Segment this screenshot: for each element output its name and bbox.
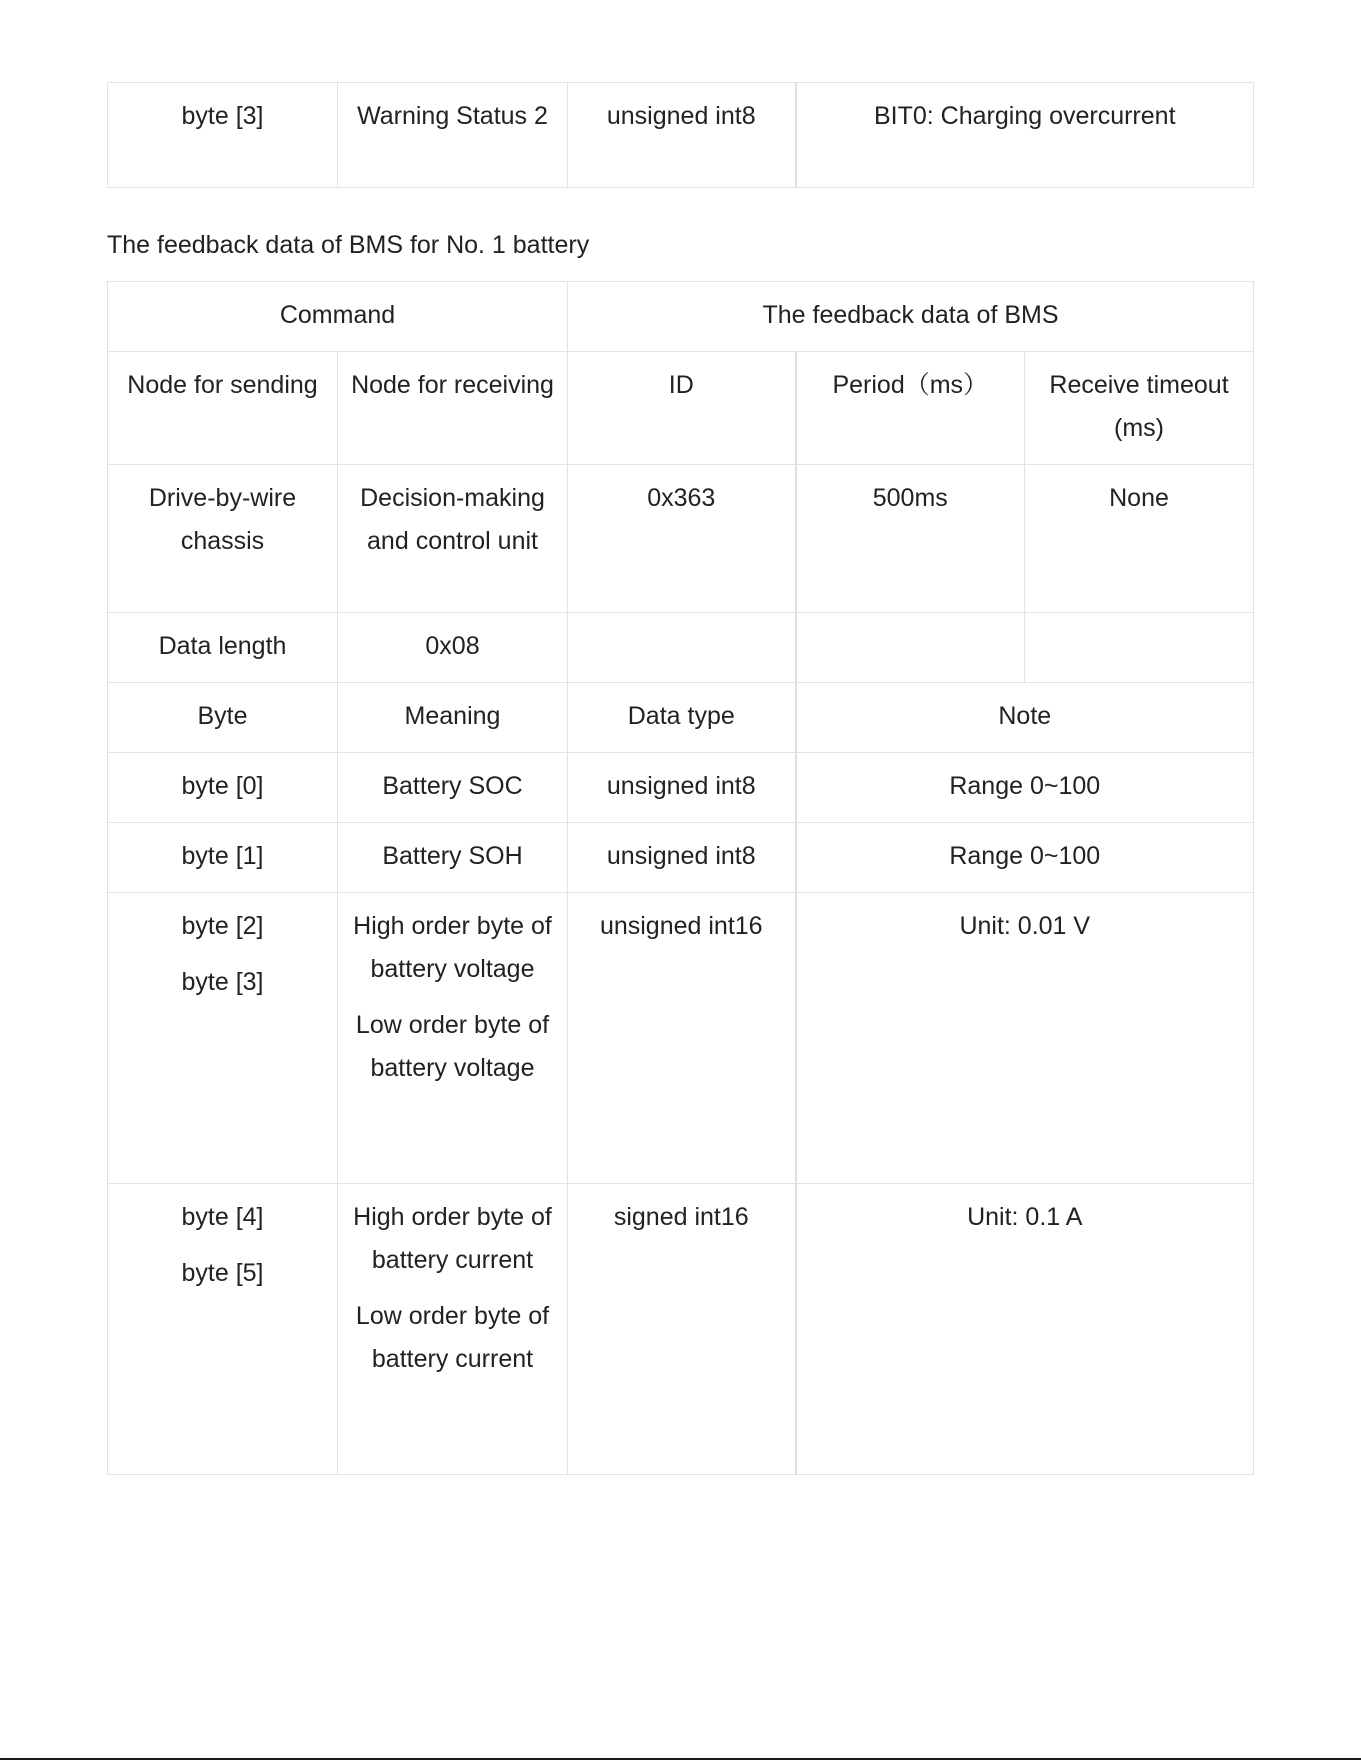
meaning-text: High order byte of battery voltage (353, 912, 552, 983)
data-length-label: Data length (108, 613, 338, 683)
meaning-header: Meaning (338, 683, 568, 753)
byte-label: byte [4] (181, 1203, 264, 1231)
data-length-value: 0x08 (338, 613, 568, 683)
sending-node-value: Drive-by-wire chassis (108, 465, 338, 613)
byte-label: byte [3] (181, 968, 264, 996)
header-row (108, 352, 1254, 465)
data-length-row (108, 613, 1254, 683)
meaning-cell: Battery SOH (338, 823, 568, 893)
empty-cell (568, 613, 796, 683)
period-value: 500ms (796, 465, 1025, 613)
byte-label: byte [5] (181, 1259, 264, 1287)
meaning-cell (338, 893, 568, 1184)
meaning-cell (338, 1184, 568, 1475)
byte-cell: byte [0] (108, 753, 338, 823)
empty-cell (1025, 613, 1254, 683)
bms-feedback-table (107, 281, 1254, 1475)
byte-cell: byte [3] (108, 83, 338, 188)
table-row (108, 823, 1254, 893)
byte-cell: byte [1] (108, 823, 338, 893)
data-type-cell: signed int16 (568, 1184, 796, 1475)
note-cell: Unit: 0.01 V (796, 893, 1254, 1184)
feedback-group-header: The feedback data of BMS (568, 282, 1254, 352)
table-caption: The feedback data of BMS for No. 1 battery (107, 231, 590, 259)
data-type-header: Data type (568, 683, 796, 753)
meaning-cell: Battery SOC (338, 753, 568, 823)
page-edge-rule (0, 1758, 1361, 1760)
byte-cell (108, 893, 338, 1184)
byte-header: Byte (108, 683, 338, 753)
meaning-cell: Warning Status 2 (338, 83, 568, 188)
byte-label: byte [2] (181, 912, 264, 940)
table-row (108, 1184, 1254, 1475)
receive-timeout-header: Receive timeout (ms) (1025, 352, 1254, 465)
receive-timeout-value: None (1025, 465, 1254, 613)
byte-cell (108, 1184, 338, 1475)
meaning-text: High order byte of battery current (353, 1203, 552, 1274)
note-cell: Range 0~100 (796, 753, 1254, 823)
warning-status-table (107, 82, 1254, 188)
data-type-cell: unsigned int8 (568, 823, 796, 893)
group-header-row (108, 282, 1254, 352)
empty-cell (796, 613, 1025, 683)
data-type-cell: unsigned int16 (568, 893, 796, 1184)
note-header: Note (796, 683, 1254, 753)
meaning-text: Low order byte of battery voltage (355, 1011, 550, 1082)
data-type-cell: unsigned int8 (568, 753, 796, 823)
data-type-cell: unsigned int8 (568, 83, 796, 188)
node-receiving-header: Node for receiving (338, 352, 568, 465)
note-cell: BIT0: Charging overcurrent (796, 83, 1254, 188)
receiving-node-value: Decision-making and control unit (338, 465, 568, 613)
id-value: 0x363 (568, 465, 796, 613)
table-row (108, 83, 1254, 188)
meaning-text: Low order byte of battery current (355, 1302, 550, 1373)
values-row (108, 465, 1254, 613)
table-row (108, 753, 1254, 823)
note-cell: Range 0~100 (796, 823, 1254, 893)
byte-header-row (108, 683, 1254, 753)
node-sending-header: Node for sending (108, 352, 338, 465)
id-header: ID (568, 352, 796, 465)
command-group-header: Command (108, 282, 568, 352)
period-header: Period（ms） (796, 352, 1025, 465)
table-row (108, 893, 1254, 1184)
note-cell: Unit: 0.1 A (796, 1184, 1254, 1475)
